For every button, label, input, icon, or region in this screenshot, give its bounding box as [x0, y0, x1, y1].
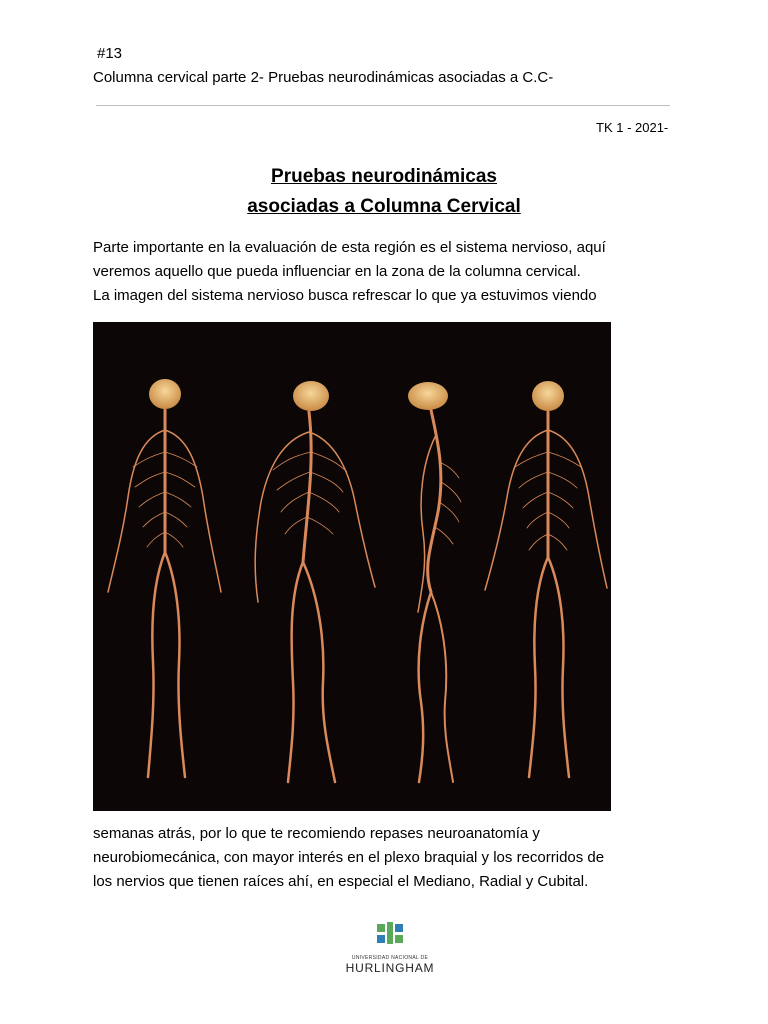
nervous-system-image	[93, 322, 611, 811]
intro-paragraph-line: Parte importante en la evaluación de esta región es el sistema nervioso, aquí	[93, 239, 606, 256]
logo-small-text: UNIVERSIDAD NACIONAL DE	[351, 955, 429, 961]
header-tag: TK 1 - 2021-	[596, 120, 669, 135]
page-title-line-2: asociadas a Columna Cervical	[247, 196, 521, 217]
university-logo-icon	[375, 922, 405, 946]
nervous-system-figure-oblique	[255, 381, 375, 782]
nervous-system-figure-back	[485, 381, 607, 777]
university-logo	[340, 922, 440, 975]
outro-paragraph-line: semanas atrás, por lo que te recomiendo repases neuroanatomía y	[93, 825, 540, 842]
outro-paragraph-line: los nervios que tienen raíces ahí, en especial el Mediano, Radial y Cubital.	[93, 873, 589, 890]
header-divider	[96, 105, 670, 106]
document-number: #13	[97, 45, 123, 62]
nervous-system-figure-front	[108, 379, 221, 777]
intro-paragraph-line: veremos aquello que pueda influenciar en la zona de la columna cervical.	[93, 263, 581, 280]
nervous-system-figure-lateral	[408, 382, 461, 782]
logo-big-text: HURLINGHAM	[345, 961, 435, 975]
nervous-system-illustration	[93, 322, 611, 811]
intro-paragraph-line: La imagen del sistema nervioso busca refrescar lo que ya estuvimos viendo	[93, 287, 597, 304]
document-subtitle: Columna cervical parte 2- Pruebas neurodinámicas asociadas a C.C-	[93, 69, 554, 86]
page-title-line-1: Pruebas neurodinámicas	[271, 166, 497, 187]
outro-paragraph-line: neurobiomecánica, con mayor interés en el plexo braquial y los recorridos de	[93, 849, 605, 866]
